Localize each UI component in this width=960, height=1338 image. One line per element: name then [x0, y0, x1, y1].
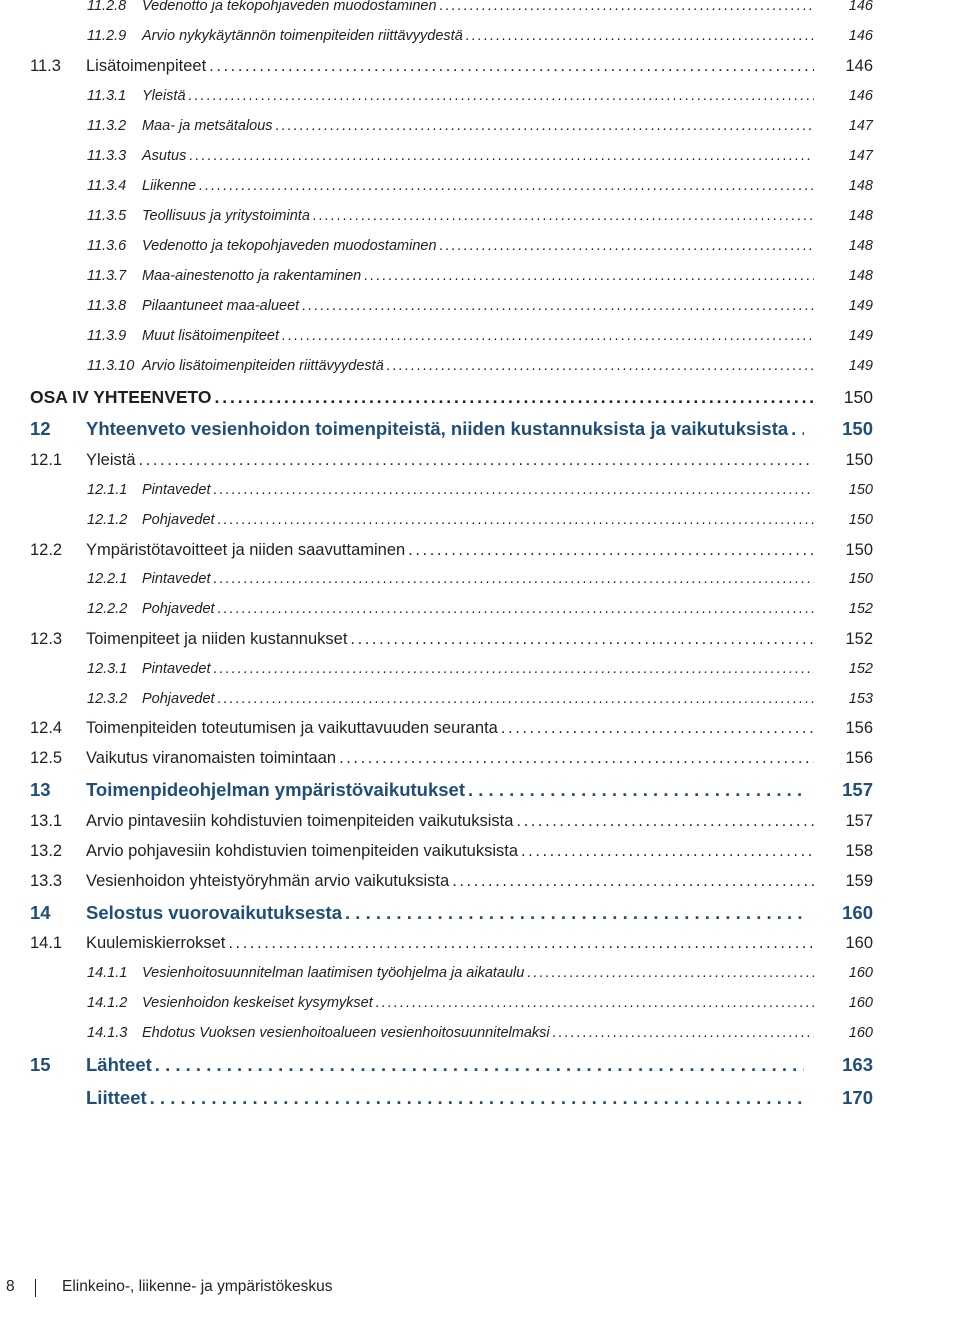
toc-entry-number: 12.4 — [30, 719, 63, 737]
toc-entry-page: 150 — [845, 451, 873, 469]
toc-entry-title: Lähteet — [86, 1054, 152, 1075]
toc-entry-title: Vesienhoidon yhteistyöryhmän arvio vaikutuksista — [86, 872, 450, 890]
toc-entry-page: 170 — [842, 1087, 873, 1108]
toc-entry-page: 146 — [848, 88, 873, 104]
page-footer — [0, 1272, 960, 1302]
toc-entry-number: 11.3.7 — [87, 268, 127, 284]
toc-entry-page: 157 — [845, 812, 873, 830]
toc-entry-number: 12.3.1 — [87, 661, 128, 677]
toc-leader-dots — [440, 0, 814, 21]
toc-leader-dots — [339, 743, 814, 773]
toc-entry[interactable] — [0, 475, 960, 505]
toc-entry[interactable] — [0, 505, 960, 535]
toc-entry[interactable] — [0, 928, 960, 958]
toc-entry-number: 12.2.1 — [87, 571, 128, 587]
toc-entry-number: 11.3.4 — [87, 178, 127, 194]
toc-entry-page: 148 — [848, 178, 873, 194]
toc-entry-title: OSA IV YHTEENVETO — [30, 387, 212, 407]
toc-leader-dots — [189, 141, 814, 171]
toc-entry[interactable] — [0, 171, 960, 201]
toc-leader-dots — [553, 1018, 814, 1048]
toc-leader-dots — [214, 654, 814, 684]
toc-entry-page: 150 — [842, 418, 873, 439]
toc-entry-title: Lisätoimenpiteet — [86, 57, 207, 75]
toc-leader-dots — [313, 201, 814, 231]
toc-entry-page: 150 — [848, 482, 873, 498]
toc-entry[interactable] — [0, 684, 960, 714]
toc-entry[interactable] — [0, 201, 960, 231]
toc-entry-title: Vesienhoitosuunnitelman laatimisen työohjelma ja aikataulu — [142, 965, 525, 981]
toc-entry-number: 12.2.2 — [87, 601, 128, 617]
toc-entry-number: 14.1.2 — [87, 995, 128, 1011]
toc-entry[interactable] — [0, 958, 960, 988]
toc-entry-title: Arvio pintavesiin kohdistuvien toimenpiteiden vaikutuksista — [86, 812, 514, 830]
toc-leader-dots — [387, 351, 814, 381]
toc-entry-number: 12.1 — [30, 451, 63, 469]
toc-entry-title: Vedenotto ja tekopohjaveden muodostaminen — [142, 0, 437, 14]
toc-leader-dots — [139, 445, 814, 475]
toc-entry[interactable] — [0, 81, 960, 111]
toc-entry-title: Ympäristötavoitteet ja niiden saavuttaminen — [86, 541, 406, 559]
toc-entry-title: Liikenne — [142, 178, 197, 194]
toc-entry-page: 146 — [845, 57, 873, 75]
toc-entry-number: 11.3.10 — [87, 358, 135, 374]
toc-entry-number: 12.1.1 — [87, 482, 128, 498]
footer-page-number: 8 — [6, 1278, 15, 1295]
toc-entry-number: 14.1.3 — [87, 1025, 128, 1041]
toc-entry-number: 12.3 — [30, 630, 63, 648]
toc-entry-title: Muut lisätoimenpiteet — [142, 328, 280, 344]
toc-entry-page: 150 — [848, 512, 873, 528]
toc-leader-dots — [150, 1083, 804, 1113]
toc-entry-title: Maa- ja metsätalous — [142, 118, 273, 134]
toc-leader-dots — [408, 535, 814, 565]
toc-entry-page: 147 — [848, 148, 873, 164]
toc-entry-number: 14 — [30, 902, 51, 923]
toc-leader-dots — [791, 414, 804, 444]
toc-entry-title: Kuulemiskierrokset — [86, 934, 226, 952]
toc-leader-dots — [440, 231, 814, 261]
toc-entry-title: Yleistä — [86, 451, 136, 469]
toc-entry[interactable] — [0, 231, 960, 261]
toc-entry[interactable] — [0, 988, 960, 1018]
toc-entry-title: Pohjavedet — [142, 601, 215, 617]
toc-entry-page: 149 — [848, 358, 873, 374]
toc-entry-title: Toimenpiteiden toteutumisen ja vaikuttavuuden seuranta — [86, 719, 498, 737]
toc-entry[interactable] — [0, 0, 960, 21]
toc-entry[interactable] — [0, 654, 960, 684]
toc-entry-page: 146 — [848, 0, 873, 14]
toc-entry-number: 14.1.1 — [87, 965, 128, 981]
toc-entry-title: Teollisuus ja yritystoiminta — [142, 208, 310, 224]
toc-entry-title: Yhteenveto vesienhoidon toimenpiteistä, niiden kustannuksista ja vaikutuksista — [86, 418, 789, 439]
toc-entry-number: 12.3.2 — [87, 691, 128, 707]
toc-entry-number: 11.2.9 — [87, 28, 127, 44]
toc-leader-dots — [452, 866, 814, 896]
toc-leader-dots — [214, 564, 814, 594]
toc-entry-page: 150 — [848, 571, 873, 587]
toc-entry-title: Pilaantuneet maa-alueet — [142, 298, 300, 314]
toc-entry-number: 12 — [30, 418, 51, 439]
toc-entry-number: 13.2 — [30, 842, 63, 860]
toc-entry-page: 156 — [845, 719, 873, 737]
toc-entry-title: Selostus vuorovaikutuksesta — [86, 902, 343, 923]
toc-leader-dots — [501, 713, 814, 743]
toc-entry-title: Vedenotto ja tekopohjaveden muodostaminen — [142, 238, 437, 254]
toc-entry[interactable] — [0, 291, 960, 321]
toc-entry-page: 160 — [848, 1025, 873, 1041]
toc-entry-number: 11.3.6 — [87, 238, 127, 254]
toc-entry-page: 163 — [842, 1054, 873, 1075]
toc-entry-number: 11.3.5 — [87, 208, 127, 224]
toc-entry[interactable] — [0, 351, 960, 381]
toc-entry[interactable] — [0, 898, 960, 928]
toc-entry[interactable] — [0, 261, 960, 291]
toc-leader-dots — [218, 594, 814, 624]
toc-entry-number: 15 — [30, 1054, 51, 1075]
toc-entry-page: 150 — [845, 541, 873, 559]
toc-entry-page: 152 — [848, 661, 873, 677]
toc-leader-dots — [228, 928, 814, 958]
toc-entry-number: 11.3.1 — [87, 88, 127, 104]
toc-leader-dots — [218, 684, 814, 714]
toc-entry-page: 160 — [845, 934, 873, 952]
toc-entry-page: 159 — [845, 872, 873, 890]
toc-entry-number: 13 — [30, 779, 51, 800]
toc-entry[interactable] — [0, 414, 960, 444]
toc-entry-title: Vesienhoidon keskeiset kysymykset — [142, 995, 373, 1011]
toc-leader-dots — [209, 51, 814, 81]
toc-entry-page: 152 — [845, 630, 873, 648]
toc-entry[interactable] — [0, 1018, 960, 1048]
toc-entry-page: 146 — [848, 28, 873, 44]
toc-entry-number: 11.3.9 — [87, 328, 127, 344]
toc-entry[interactable] — [0, 111, 960, 141]
toc-leader-dots — [199, 171, 814, 201]
toc-entry[interactable] — [0, 806, 960, 836]
toc-entry[interactable] — [0, 51, 960, 81]
toc-entry-number: 12.2 — [30, 541, 63, 559]
toc-entry-title: Pohjavedet — [142, 512, 215, 528]
toc-entry-number: 13.3 — [30, 872, 63, 890]
toc-entry-number: 11.3 — [30, 57, 61, 75]
toc-entry-page: 158 — [845, 842, 873, 860]
toc-entry-number: 12.5 — [30, 749, 63, 767]
toc-entry-number: 12.1.2 — [87, 512, 128, 528]
toc-leader-dots — [282, 321, 814, 351]
toc-entry-page: 147 — [848, 118, 873, 134]
toc-entry-title: Arvio nykykäytännön toimenpiteiden riittävyydestä — [142, 28, 463, 44]
toc-entry-page: 149 — [848, 328, 873, 344]
toc-entry[interactable] — [0, 775, 960, 805]
toc-entry-title: Maa-ainestenotto ja rakentaminen — [142, 268, 362, 284]
toc-entry-title: Arvio lisätoimenpiteiden riittävyydestä — [142, 358, 384, 374]
toc-entry-number: 11.3.8 — [87, 298, 127, 314]
toc-leader-dots — [350, 624, 814, 654]
toc-leader-dots — [516, 806, 814, 836]
toc-entry-number: 13.1 — [30, 812, 63, 830]
toc-entry-page: 153 — [848, 691, 873, 707]
toc-entry[interactable] — [0, 141, 960, 171]
toc-entry-page: 157 — [842, 779, 873, 800]
toc-entry[interactable] — [0, 445, 960, 475]
toc-entry-page: 148 — [848, 238, 873, 254]
toc-entry-title: Toimenpiteet ja niiden kustannukset — [86, 630, 348, 648]
toc-entry[interactable] — [0, 624, 960, 654]
toc-entry[interactable] — [0, 836, 960, 866]
toc-entry-page: 160 — [848, 965, 873, 981]
toc-entry[interactable] — [0, 1050, 960, 1080]
toc-leader-dots — [215, 382, 814, 412]
toc-entry-title: Pohjavedet — [142, 691, 215, 707]
toc-entry[interactable] — [0, 564, 960, 594]
footer-organization: Elinkeino-, liikenne- ja ympäristökeskus — [62, 1278, 333, 1295]
toc-entry[interactable] — [0, 21, 960, 51]
toc-leader-dots — [218, 505, 814, 535]
toc-entry-title: Ehdotus Vuoksen vesienhoitoalueen vesienhoitosuunnitelmaksi — [142, 1025, 550, 1041]
toc-entry-number: 11.2.8 — [87, 0, 127, 14]
toc-leader-dots — [468, 775, 804, 805]
toc-leader-dots — [302, 291, 814, 321]
toc-entry[interactable] — [0, 743, 960, 773]
toc-leader-dots — [364, 261, 814, 291]
toc-entry-page: 160 — [842, 902, 873, 923]
toc-entry-title: Arvio pohjavesiin kohdistuvien toimenpiteiden vaikutuksista — [86, 842, 518, 860]
toc-entry[interactable] — [0, 594, 960, 624]
toc-entry-number: 11.3.2 — [87, 118, 127, 134]
toc-entry-title: Pintavedet — [142, 571, 211, 587]
toc-leader-dots — [466, 21, 814, 51]
toc-entry-number: 14.1 — [30, 934, 63, 952]
toc-entry[interactable] — [0, 382, 960, 412]
toc-entry-page: 160 — [848, 995, 873, 1011]
toc-entry-page: 148 — [848, 268, 873, 284]
toc-entry-page: 148 — [848, 208, 873, 224]
toc-entry-page: 152 — [848, 601, 873, 617]
toc-entry-title: Vaikutus viranomaisten toimintaan — [86, 749, 337, 767]
toc-entry[interactable] — [0, 321, 960, 351]
toc-entry-page: 149 — [848, 298, 873, 314]
toc-entry[interactable] — [0, 1083, 960, 1113]
footer-divider — [35, 1279, 36, 1297]
toc-leader-dots — [521, 836, 814, 866]
toc-entry-title: Asutus — [142, 148, 187, 164]
toc-entry-page: 156 — [845, 749, 873, 767]
toc-leader-dots — [345, 898, 804, 928]
toc-entry-title: Liitteet — [86, 1087, 147, 1108]
toc-leader-dots — [214, 475, 814, 505]
toc-entry-title: Pintavedet — [142, 661, 211, 677]
toc-entry[interactable] — [0, 713, 960, 743]
toc-entry-number: 11.3.3 — [87, 148, 127, 164]
toc-entry-page: 150 — [843, 387, 873, 407]
toc-leader-dots — [276, 111, 814, 141]
toc-leader-dots — [527, 958, 814, 988]
toc-entry-title: Toimenpideohjelman ympäristövaikutukset — [86, 779, 465, 800]
toc-leader-dots — [189, 81, 814, 111]
toc-leader-dots — [155, 1050, 804, 1080]
toc-entry-title: Yleistä — [142, 88, 186, 104]
toc-entry[interactable] — [0, 866, 960, 896]
toc-entry[interactable] — [0, 535, 960, 565]
toc-leader-dots — [376, 988, 814, 1018]
toc-entry-title: Pintavedet — [142, 482, 211, 498]
